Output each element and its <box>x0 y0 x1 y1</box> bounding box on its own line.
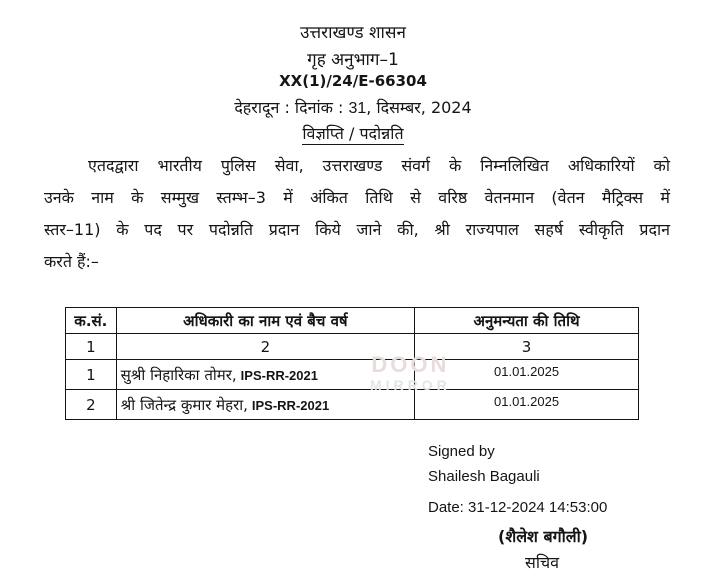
signature-date: Date: 31-12-2024 14:53:00 <box>428 499 608 516</box>
row-date: 01.01.2025 <box>415 360 639 390</box>
watermark-line-2: MIRROR <box>370 377 451 393</box>
signer-designation: सचिव <box>525 553 560 572</box>
file-number: XX(1)/24/E-66304 <box>279 72 427 90</box>
colnum-1: 1 <box>66 334 117 360</box>
officer-batch: IPS-RR-2021 <box>240 367 318 383</box>
header-sn: क.सं. <box>66 308 117 334</box>
officer-name: सुश्री निहारिका तोमर, <box>120 365 237 384</box>
table-row <box>66 390 639 420</box>
body-line-3: स्तर–11) के पद पर पदोन्नति प्रदान किये जाने की, श्री राज्यपाल सहर्ष स्वीकृति प्रदान <box>44 220 670 239</box>
place-date-prefix: देहरादून : दिनांक : <box>234 98 344 117</box>
table-header-row <box>66 308 639 334</box>
date-month-year: दिसम्बर, 2024 <box>376 98 472 117</box>
row-date: 01.01.2025 <box>415 390 639 420</box>
body-paragraph <box>44 150 670 278</box>
body-line-2: उनके नाम के सम्मुख स्तम्भ–3 में अंकित तिथि से वरिष्ठ वेतनमान (वेतन मैट्रिक्स में <box>44 188 670 207</box>
officer-name: श्री जितेन्द्र कुमार मेहरा, <box>120 395 248 414</box>
row-sn: 1 <box>66 360 117 390</box>
government-heading: उत्तराखण्ड शासन <box>300 23 406 43</box>
promotion-table <box>65 307 639 420</box>
table-row <box>66 360 639 390</box>
date-day: 31 <box>348 100 367 117</box>
place-date-line: देहरादून : दिनांक : 31, दिसम्बर, 2024 <box>234 98 472 117</box>
body-line-4: करते हैं:– <box>44 252 99 271</box>
row-name-cell <box>116 390 414 420</box>
notice-title <box>0 122 706 144</box>
signer-name-hindi: (शैलेश बगौली) <box>498 527 589 546</box>
body-line-1: एतदद्वारा भारतीय पुलिस सेवा, उत्तराखण्ड संवर्ग के निम्नलिखित अधिकारियों को <box>88 156 670 175</box>
table-column-number-row <box>66 334 639 360</box>
notice-title-text: विज्ञप्ति / पदोन्नति <box>302 124 404 143</box>
row-name-cell <box>116 360 414 390</box>
department-heading: गृह अनुभाग–1 <box>307 50 399 70</box>
signed-by-label: Signed by <box>428 443 495 460</box>
watermark-line-1: DOON <box>371 352 450 377</box>
colnum-3: 3 <box>415 334 639 360</box>
header-date: अनुमन्यता की तिथि <box>415 308 639 334</box>
officer-batch: IPS-RR-2021 <box>251 397 330 413</box>
colnum-2: 2 <box>116 334 414 360</box>
signer-name: Shailesh Bagauli <box>428 468 540 485</box>
row-sn: 2 <box>66 390 117 420</box>
header-name-batch: अधिकारी का नाम एवं बैच वर्ष <box>116 308 414 334</box>
